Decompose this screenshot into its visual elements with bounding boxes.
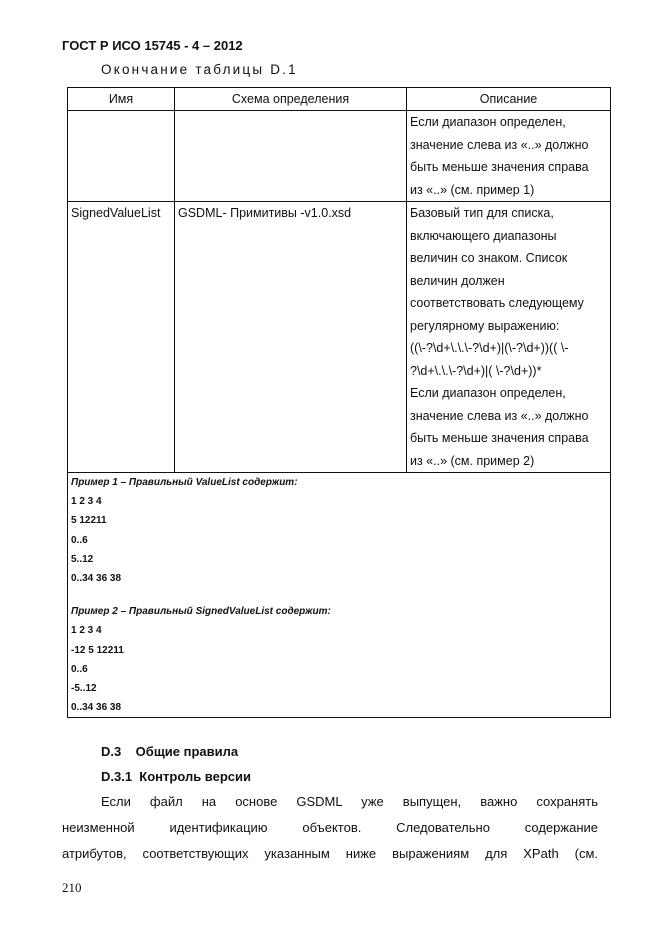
examples-cell	[68, 473, 611, 718]
paragraph-line: неизменной идентификацию объектов. Следовательно содержание	[62, 820, 598, 835]
column-header-schema: Схема определения	[175, 88, 407, 111]
section-heading-general-rules: D.3 Общие правила	[101, 744, 239, 759]
description-line: Если диапазон определен,	[410, 115, 566, 129]
example-line: 0..34 36 38	[71, 702, 122, 714]
cell-name	[68, 111, 175, 202]
description-line: быть меньше значения справа	[410, 160, 589, 174]
description-line: из «..» (см. пример 2)	[410, 453, 535, 468]
example-line: 0..6	[71, 663, 88, 675]
example-spacer	[71, 588, 607, 602]
description-line: значение слева из «..» должно	[410, 137, 589, 152]
example-line: -5..12	[71, 683, 97, 695]
example-line: 5..12	[71, 553, 94, 565]
example-line: 0..6	[71, 534, 88, 546]
description-line: величин со знаком. Список	[410, 251, 568, 265]
description-line: включающего диапазоны	[410, 228, 557, 243]
section-heading-version-control: D.3.1 Контроль версии	[101, 769, 252, 784]
description-line: соответствовать следующему	[410, 296, 584, 310]
table-row	[68, 202, 611, 473]
document-header: ГОСТ Р ИСО 15745 - 4 – 2012	[62, 38, 243, 53]
table-caption: Окончание таблицы D.1	[101, 62, 298, 77]
description-line: величин должен	[410, 273, 505, 288]
definitions-table	[67, 87, 611, 718]
example-line: 1 2 3 4	[71, 496, 102, 508]
regex-line: ?\d+\.\.\-?\d+)|( \-?\d+))*	[410, 363, 542, 378]
table-header-row	[68, 88, 611, 111]
cell-name: SignedValueList	[68, 202, 175, 473]
example-line: 0..34 36 38	[71, 573, 122, 585]
paragraph-line: Если файл на основе GSDML уже выпущен, важно сохранять	[101, 794, 598, 809]
cell-schema	[175, 111, 407, 202]
example-2-title: Пример 2 – Правильный SignedValueList содержит:	[71, 606, 331, 618]
table-row	[68, 111, 611, 202]
description-line: Если диапазон определен,	[410, 386, 566, 400]
page-number: 210	[62, 880, 82, 895]
regex-line: ((\-?\d+\.\.\-?\d+)|(\-?\d+))(( \-	[410, 341, 569, 355]
cell-description	[407, 202, 611, 473]
example-1-title: Пример 1 – Правильный ValueList содержит:	[71, 477, 298, 488]
example-line: -12 5 12211	[71, 644, 124, 656]
description-line: Базовый тип для списка,	[410, 206, 554, 220]
column-header-name: Имя	[68, 88, 175, 111]
description-line: регулярному выражению:	[410, 318, 560, 333]
cell-schema: GSDML- Примитивы -v1.0.xsd	[175, 202, 407, 473]
description-line: быть меньше значения справа	[410, 431, 589, 445]
paragraph-line: атрибутов, соответствующих указанным ниже выражениям для XPath (см.	[62, 846, 598, 861]
column-header-description: Описание	[407, 88, 611, 111]
example-line: 1 2 3 4	[71, 625, 102, 637]
examples-row	[68, 473, 611, 718]
description-line: значение слева из «..» должно	[410, 408, 589, 423]
body-paragraph	[62, 789, 598, 867]
description-line: из «..» (см. пример 1)	[410, 182, 535, 197]
example-line: 5 12211	[71, 515, 107, 527]
cell-description	[407, 111, 611, 202]
